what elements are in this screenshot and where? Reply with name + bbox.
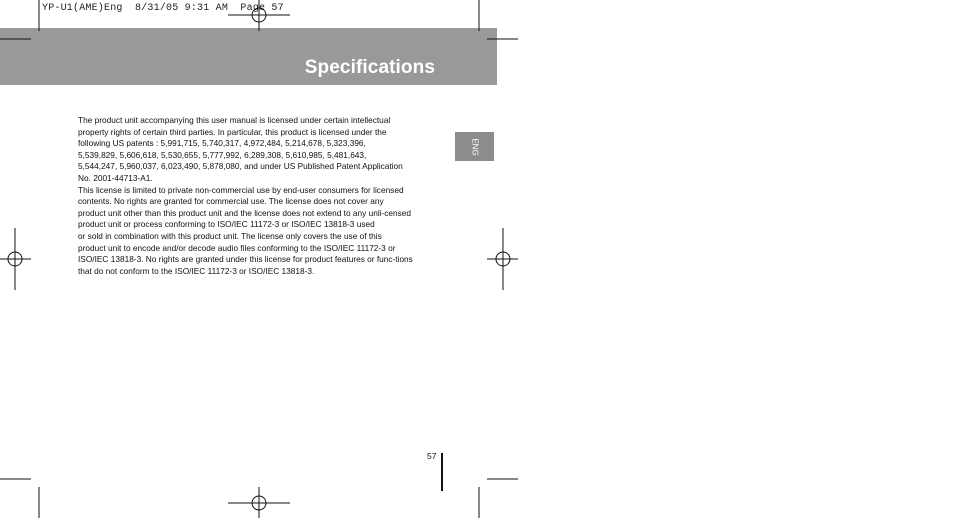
text-line: No. 2001-44713-A1.	[78, 172, 153, 183]
text-line: contents. No rights are granted for commercial use. The license does not cover any	[78, 196, 384, 207]
page-number: 57	[427, 451, 437, 461]
text-line: product unit other than this product unit and the license does not extend to any unli-censed	[78, 207, 412, 218]
text-line: ISO/IEC 13818-3. No rights are granted under this license for product features or func-tions	[78, 254, 413, 265]
text-line: 5,544,247, 5,960,037, 6,023,490, 5,878,080, and under US Published Patent Application	[78, 161, 403, 172]
text-line: The product unit accompanying this user manual is licensed under certain intellectual	[78, 115, 391, 125]
text-line: following US patents : 5,991,715, 5,740,317, 4,972,484, 5,214,678, 5,323,396,	[78, 138, 366, 149]
text-line: that do not conform to the ISO/IEC 11172-3 or ISO/IEC 13818-3.	[78, 265, 315, 276]
text-line: This license is limited to private non-commercial use by end-user consumers for licensed	[78, 184, 404, 195]
text-line: property rights of certain third parties. In particular, this product is licensed under the	[78, 126, 387, 137]
text-line: product unit to encode and/or decode audio files conforming to the ISO/IEC 11172-3 or	[78, 242, 396, 253]
language-tab-label: ENG	[470, 137, 479, 156]
text-line: or sold in combination with this product unit. The license only covers the use of this	[78, 230, 382, 241]
registration-mark-bottom	[228, 487, 290, 518]
registration-mark-right	[487, 228, 518, 290]
registration-mark-left	[0, 228, 31, 290]
print-slug: YP-U1(AME)Eng 8/31/05 9:31 AM Page 57	[42, 3, 284, 14]
page-title: Specifications	[304, 57, 435, 78]
text-line: product unit or process conforming to ISO/IEC 11172-3 or ISO/IEC 13818-3 used	[78, 219, 375, 230]
registration-mark-top	[228, 0, 290, 31]
text-line: 5,539,829, 5,606,618, 5,530,655, 5,777,992, 6,289,308, 5,610,985, 5,481,643,	[78, 149, 367, 160]
